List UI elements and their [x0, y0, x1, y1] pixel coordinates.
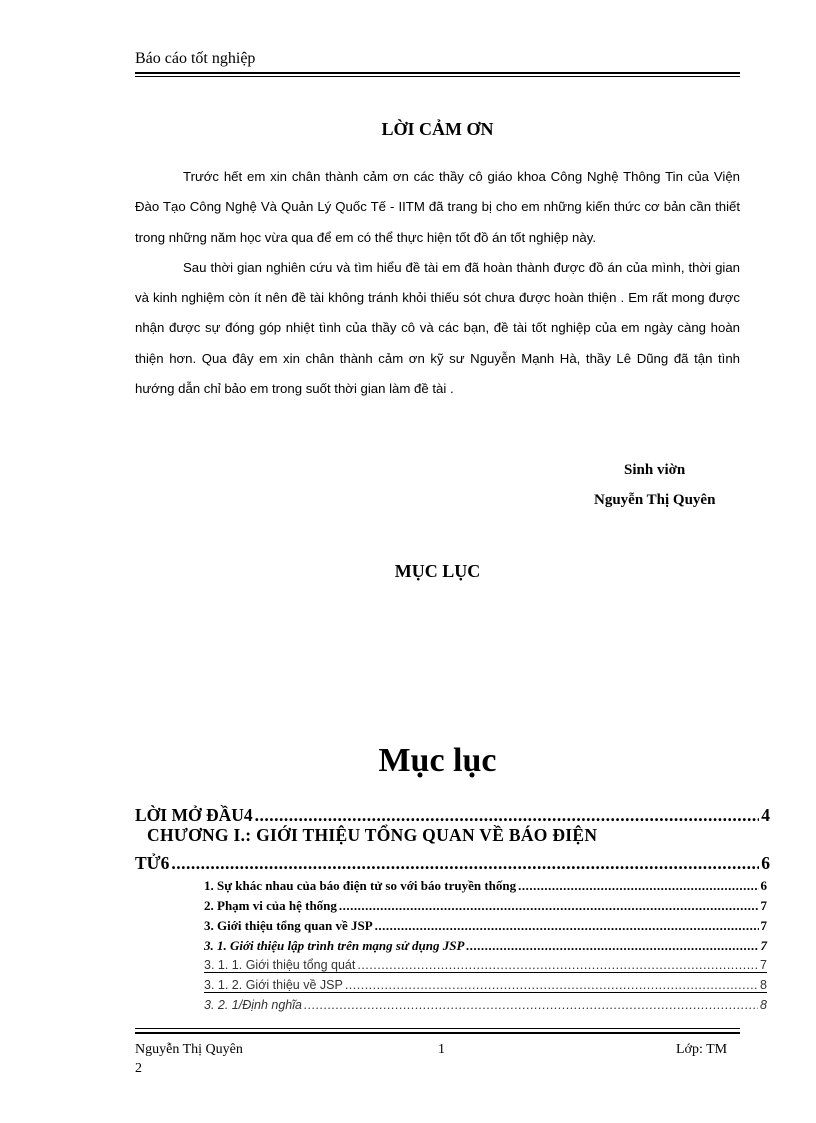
signature-role: Sinh viờn — [624, 462, 686, 478]
acknowledgement-body — [135, 162, 740, 404]
toc-leader — [518, 878, 758, 894]
toc-entry-page: 4 — [761, 805, 770, 825]
toc-leader — [375, 918, 759, 934]
toc-leader — [357, 958, 758, 972]
toc-entry-page: 8 — [760, 998, 767, 1012]
footer-author: Nguyễn Thị Quyên — [135, 1042, 243, 1057]
toc-leader — [171, 853, 759, 874]
page-header-title: Báo cáo tốt nghiệp — [135, 50, 256, 67]
toc-leader — [255, 805, 760, 826]
footer-class-suffix: 2 — [135, 1061, 142, 1076]
toc-leader — [339, 898, 759, 914]
toc-entry-page: 8 — [760, 978, 767, 992]
toc-entry-text: TỬ6 — [135, 853, 170, 873]
toc-entry-text[interactable]: CHƯƠNG I.: GIỚI THIỆU TỔNG QUAN VỀ BÁO ĐIỆN — [147, 825, 598, 845]
toc-entry[interactable] — [204, 918, 767, 934]
acknowledgement-paragraph: Trước hết em xin chân thành cảm ơn các thầy cô giáo khoa Công Nghệ Thông Tin của Viện Đào Tạo Công Nghệ Và Quản Lý Quốc Tế - IITM đã trang bị cho em những kiến thức cơ bản cần thiết trong những năm học vừa qua để em có thể thực hiện tốt đồ án tốt nghiệp này. — [135, 169, 740, 245]
toc-entry-page: 7 — [760, 898, 767, 913]
toc-leader — [304, 998, 758, 1012]
toc-entry-page: 7 — [760, 958, 767, 972]
toc-entry-page: 7 — [760, 938, 767, 953]
toc-leader — [345, 978, 758, 992]
toc-entry-text: 3. Giới thiệu tổng quan về JSP — [204, 918, 373, 933]
toc-entry-text: LỜI MỞ ĐẦU4 — [135, 805, 253, 825]
header-rule — [135, 72, 740, 74]
footer-page-number: 1 — [438, 1042, 445, 1057]
toc-entry-page: 6 — [761, 853, 770, 873]
toc-entry[interactable] — [204, 998, 767, 1012]
toc-entry[interactable] — [135, 805, 770, 826]
toc-leader — [466, 938, 758, 954]
toc-entry[interactable] — [135, 853, 770, 874]
footer-class: Lớp: TM — [676, 1042, 728, 1057]
footer-rule — [135, 1032, 740, 1034]
header-rule — [135, 76, 740, 77]
toc-entry-text: 3. 1. Giới thiệu lập trình trên mạng sử dụng JSP — [204, 938, 465, 953]
footer-rule — [135, 1028, 740, 1029]
toc-entry[interactable] — [204, 978, 767, 993]
toc-entry-text: 3. 1. 2. Giới thiệu về JSP — [204, 978, 343, 992]
signature-name: Nguyễn Thị Quyên — [594, 492, 716, 508]
toc-entry-page: 6 — [760, 878, 767, 893]
toc-entry-text: 3. 2. 1/Định nghĩa — [204, 998, 302, 1012]
toc-entry[interactable] — [204, 898, 767, 914]
toc-heading-small: MỤC LỤC — [394, 561, 481, 581]
acknowledgement-paragraph: Sau thời gian nghiên cứu và tìm hiểu đề tài em đã hoàn thành được đồ án của mình, thời gian và kinh nghiệm còn ít nên đề tài không tránh khỏi thiếu sót chưa được hoàn thiện . Em rất mong được nhận được sự đóng góp nhiệt tình của thầy cô và các bạn, đề tài tốt nghiệp của em ngày càng hoàn thiện hơn. Qua đây em xin chân thành cảm ơn kỹ sư Nguyễn Mạnh Hà, thầy Lê Dũng đã tận tình hướng dẫn chỉ bảo em trong suốt thời gian làm đề tài . — [135, 259, 740, 397]
toc-entry-text: 3. 1. 1. Giới thiệu tổng quát — [204, 958, 356, 972]
toc-entry[interactable] — [204, 878, 767, 894]
toc-entry-text: 2. Phạm vi của hệ thống — [204, 898, 337, 913]
toc-entry-text: 1. Sự khác nhau của báo điện tử so với báo truyền thống — [204, 878, 517, 893]
toc-entry[interactable] — [204, 938, 767, 954]
acknowledgement-heading: LỜI CẢM ƠN — [381, 119, 494, 139]
toc-title: Mục lục — [378, 742, 497, 779]
toc-entry[interactable] — [204, 958, 767, 973]
toc-entry-page: 7 — [760, 918, 767, 933]
